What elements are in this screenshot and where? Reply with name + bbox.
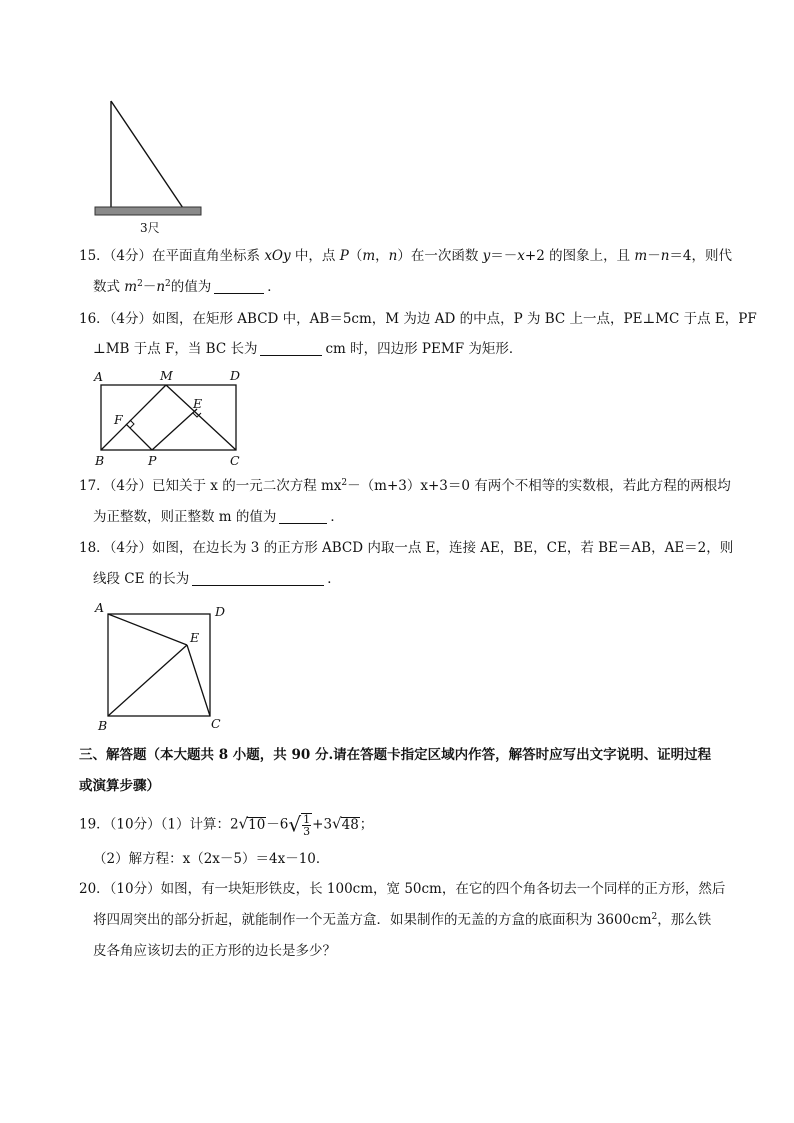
q16-line1: 16．（4分）如图，在矩形 ABCD 中，AB＝5cm，M 为边 AD 的中点，P 为 BC 上一点，PE⊥MC 于点 E，PF [79,311,757,327]
q16-label-c: C [230,453,240,468]
q17-line2: 为正整数，则正整数 m 的值为 ． [93,509,344,525]
q19-line1: 19．（10分）（1）计算：2√10－6√ $\frac{1}{3}$ +3√48； [79,812,374,838]
q16-label-d: D [230,368,241,383]
q18-label-b: B [98,718,108,733]
section3-heading-line2: 或演算步骤） [79,778,160,794]
section3-heading-line1: 三、解答题（本大题共 8 小题，共 90 分.请在答题卡指定区域内作答，解答时应写出文字说明、证明过程 [79,747,712,763]
q15-line1: 15．（4分）在平面直角坐标系 xOy 中，点 P（m，n）在一次函数 y＝－x+2 的图象上，且 m－n＝4，则代 [79,248,732,264]
q19-sqrt-48: 48 [341,816,359,833]
segment-ae [108,614,187,645]
q18-label-e: E [190,630,200,645]
q20-line2: 将四周突出的部分折起，就能制作一个无盖方盒．如果制作的无盖的方盒的底面积为 $3600cm^2$，那么铁 [93,912,712,928]
segment-be [108,645,187,716]
q18-line2: 线段 CE 的长为 ． [93,571,341,587]
q16-label-p: P [148,453,157,468]
q18-label-d: D [215,604,226,619]
q17-line1: 17．（4分）已知关于 x 的一元二次方程 $mx^2-(m+3)x+3=0$ 有两个不相等的实数根，若此方程的两根均 [79,478,731,494]
q18-label-c: C [211,716,221,731]
q19-fraction: $\frac{1}{3}$ [303,813,311,838]
q16-label-m: M [160,368,173,383]
q16-label-e: E [193,396,203,411]
q16-label-f: F [114,412,123,427]
q16-line2: ⊥MB 于点 F，当 BC 长为 cm 时，四边形 PEMF 为矩形． [93,341,523,357]
q18-line1: 18．（4分）如图，在边长为 3 的正方形 ABCD 内取一点 E，连接 AE，BE，CE，若 BE＝AB，AE＝2，则 [79,540,734,556]
segment-ce [187,645,210,716]
q19-sqrt-10: 10 [248,816,266,833]
q20-line3: 皮各角应该切去的正方形的边长是多少？ [93,943,336,959]
q19-line2: （2）解方程：x（2x－5）＝4x－10． [93,851,330,867]
q15-line2: 数式 $m^2-n^2$的值为 ． [93,279,281,295]
ladder-base-label: 3尺 [140,221,160,235]
q20-line1: 20．（10分）如图，有一块矩形铁皮，长 100cm，宽 50cm，在它的四个角各切去一个同样的正方形，然后 [79,881,726,897]
q18-label-a: A [95,600,105,615]
q16-label-a: A [94,369,104,384]
q16-label-b: B [95,453,105,468]
